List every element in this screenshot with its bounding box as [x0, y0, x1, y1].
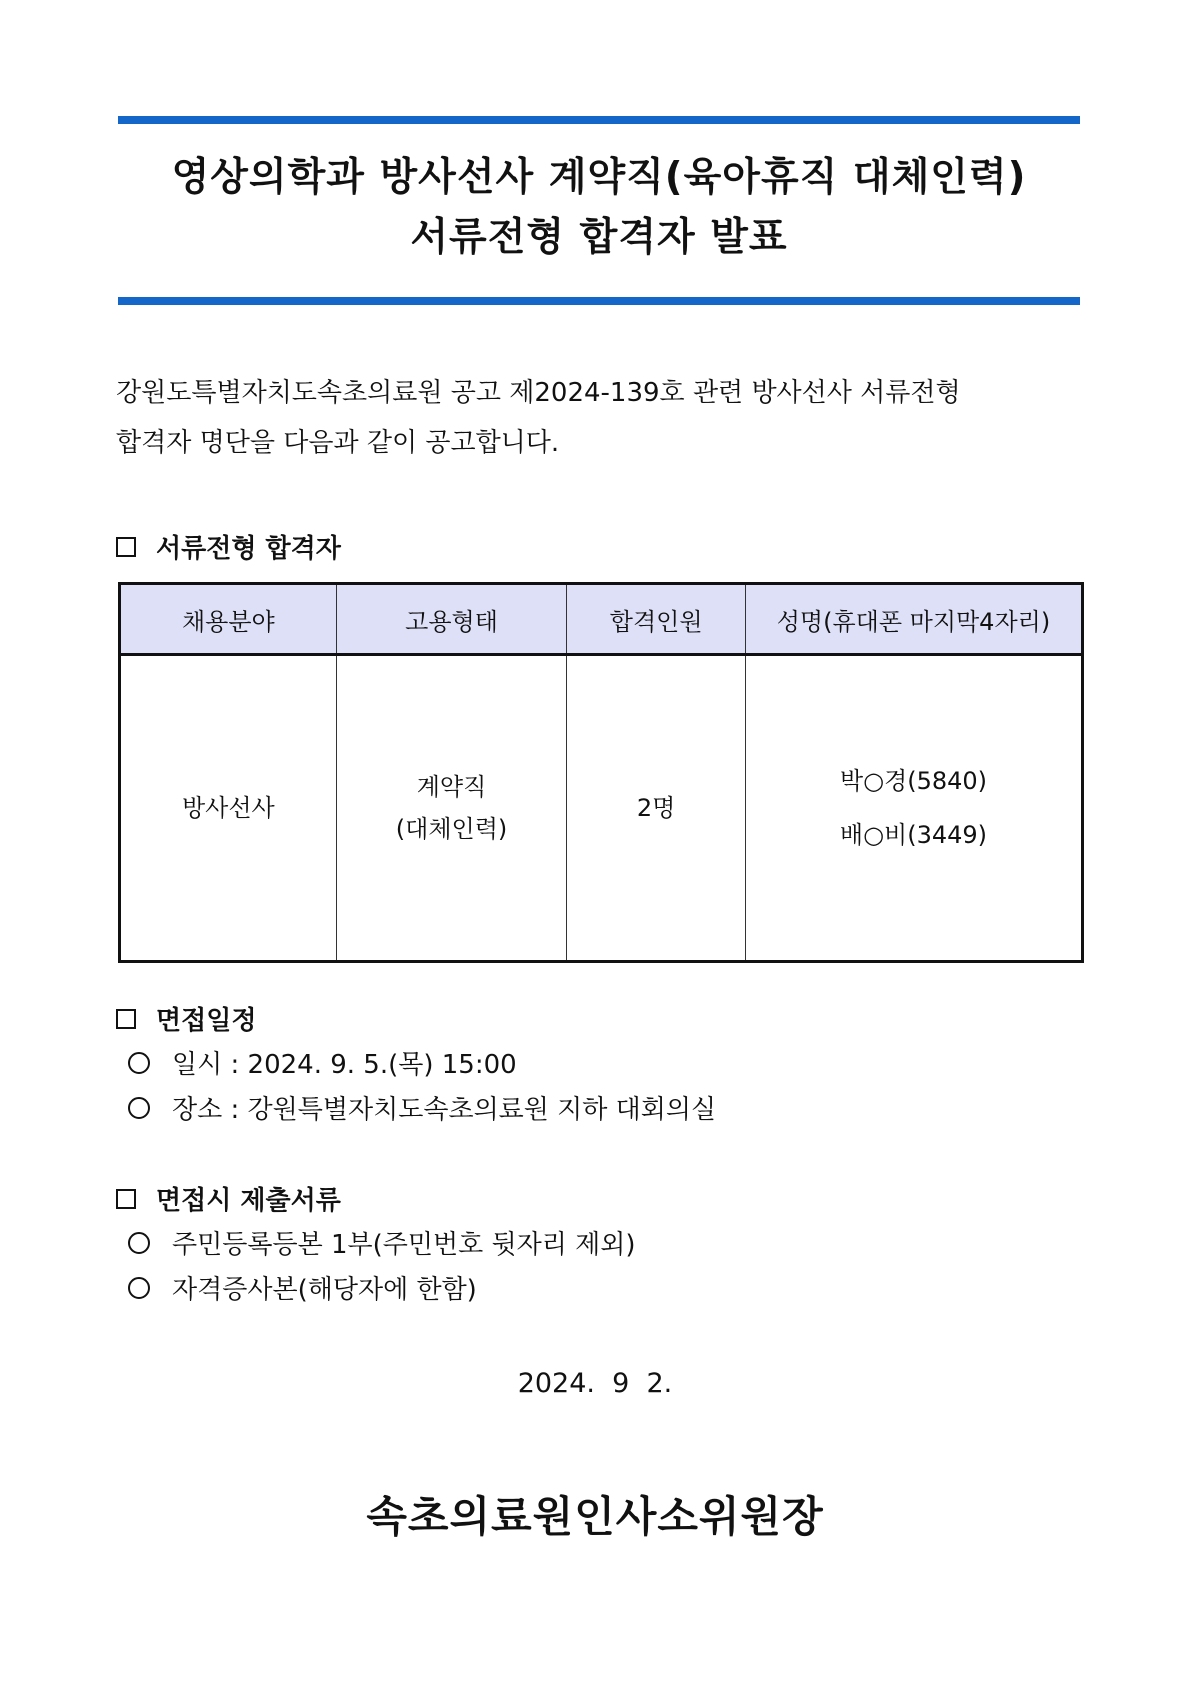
list-item	[128, 1220, 635, 1265]
list-item-text: 자격증사본(해당자에 한함)	[172, 1275, 477, 1305]
square-bullet-icon	[116, 1189, 136, 1209]
cell-count: 2명	[567, 655, 746, 962]
list-item	[128, 1040, 716, 1085]
title-rule-bottom	[118, 297, 1080, 305]
list-item-text: 일시 : 2024. 9. 5.(목) 15:00	[172, 1050, 517, 1080]
announcement-date: 2024. 9 2.	[517, 1368, 673, 1399]
circle-bullet-icon	[128, 1097, 150, 1119]
section-heading-label: 면접시 제출서류	[156, 1186, 341, 1216]
column-header-count: 합격인원	[567, 584, 746, 655]
list-item	[128, 1265, 635, 1310]
section-heading-documents	[116, 1180, 341, 1217]
employment-note: (대체인력)	[395, 815, 508, 843]
section-heading-label: 서류전형 합격자	[156, 534, 341, 564]
section-heading-label: 면접일정	[156, 1006, 257, 1036]
issuer-signature: 속초의료원인사소위원장	[366, 1492, 824, 1541]
schedule-list	[128, 1040, 716, 1130]
title-rule-top	[118, 116, 1080, 124]
list-item-text: 주민등록등본 1부(주민번호 뒷자리 제외)	[172, 1230, 636, 1260]
page-title	[118, 148, 1080, 268]
table-row	[120, 655, 1083, 962]
documents-list	[128, 1220, 635, 1310]
intro-line-1: 강원도특별자치도속초의료원 공고 제2024-139호 관련 방사선사 서류전형	[116, 378, 961, 408]
cell-names	[745, 655, 1082, 962]
square-bullet-icon	[116, 1009, 136, 1029]
column-header-field: 채용분야	[120, 584, 337, 655]
column-header-employment: 고용형태	[336, 584, 567, 655]
intro-line-2: 합격자 명단을 다음과 같이 공고합니다.	[116, 428, 560, 458]
cell-field: 방사선사	[120, 655, 337, 962]
list-item-text: 장소 : 강원특별자치도속초의료원 지하 대회의실	[172, 1095, 717, 1125]
column-header-names: 성명(휴대폰 마지막4자리)	[745, 584, 1082, 655]
passer-name: 박○경(5840)	[839, 767, 988, 795]
table-header-row	[120, 584, 1083, 655]
circle-bullet-icon	[128, 1277, 150, 1299]
passer-name: 배○비(3449)	[839, 821, 988, 849]
section-heading-schedule	[116, 1000, 256, 1037]
square-bullet-icon	[116, 537, 136, 557]
employment-type: 계약직	[416, 773, 487, 801]
list-item	[128, 1085, 716, 1130]
title-line-2: 서류전형 합격자 발표	[410, 215, 788, 260]
intro-paragraph	[116, 368, 1086, 468]
circle-bullet-icon	[128, 1232, 150, 1254]
title-line-1: 영상의학과 방사선사 계약직(육아휴직 대체인력)	[171, 155, 1027, 200]
passers-table	[118, 582, 1084, 963]
section-heading-passers	[116, 528, 341, 565]
circle-bullet-icon	[128, 1052, 150, 1074]
cell-employment	[336, 655, 567, 962]
